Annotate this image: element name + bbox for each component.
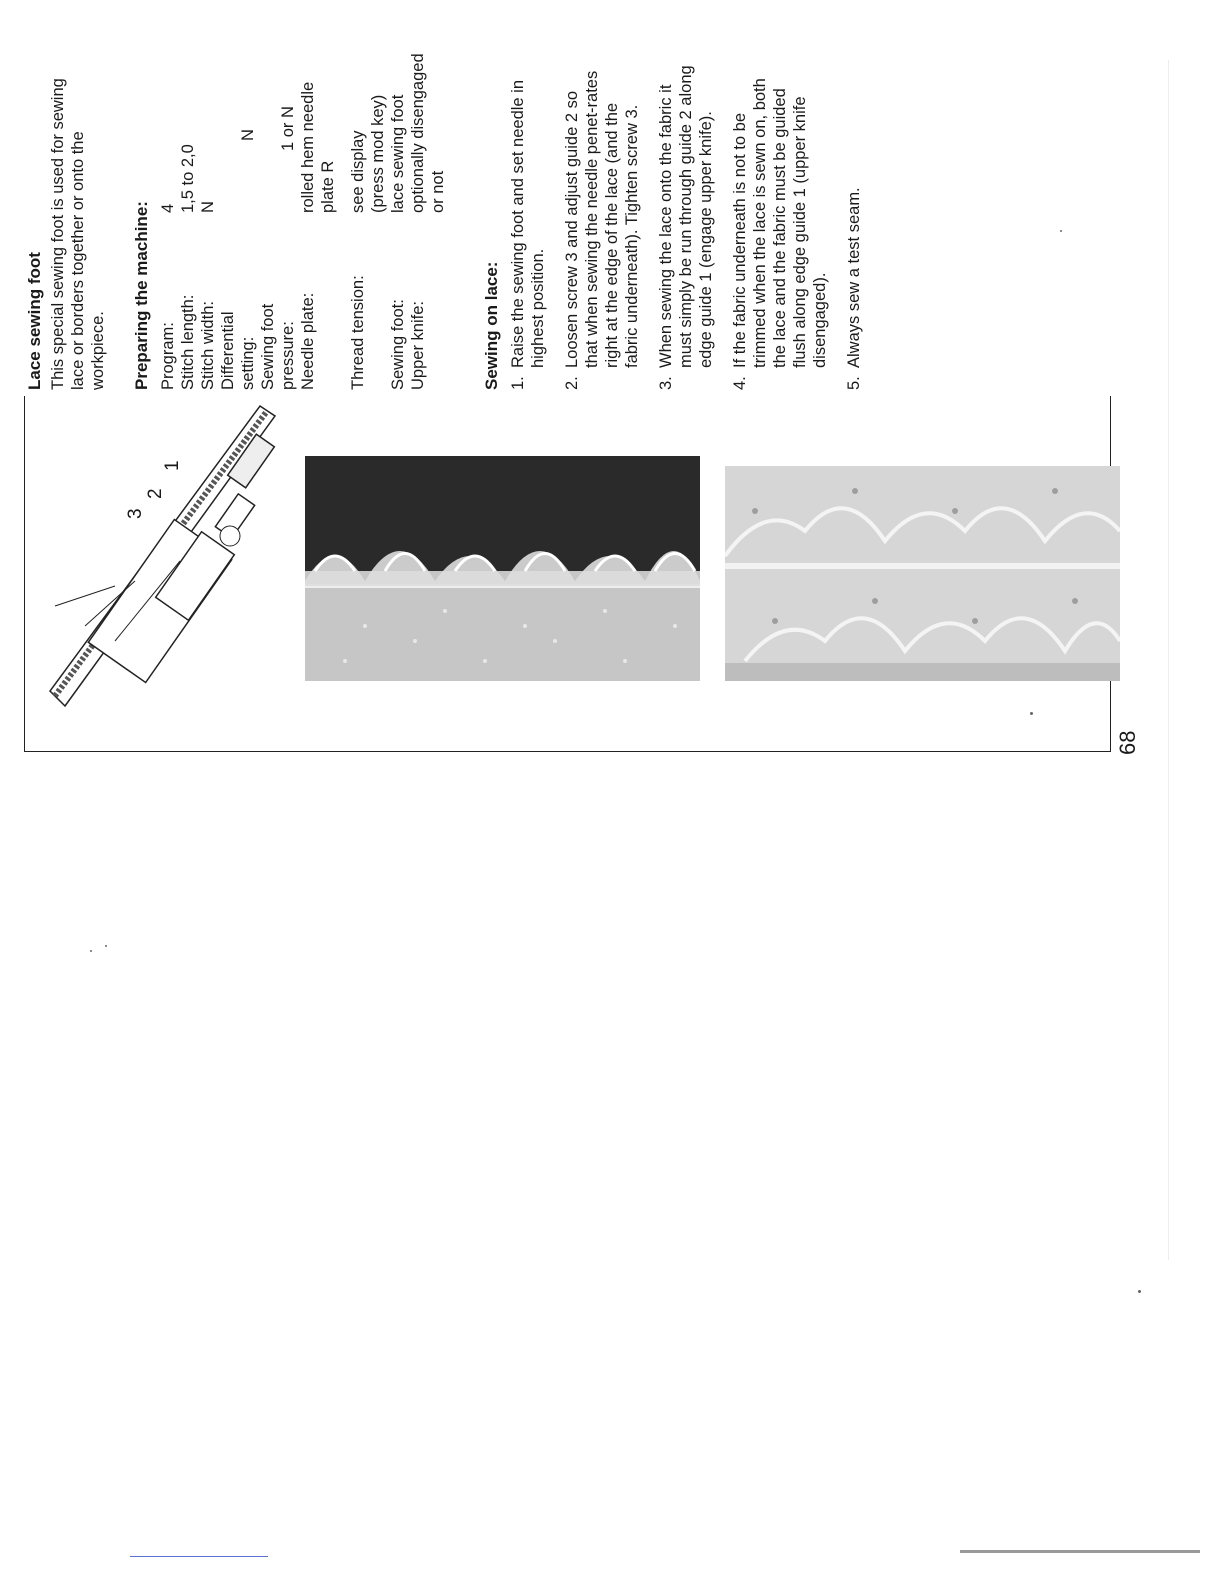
setting-label: Upper knife:	[409, 301, 427, 390]
page-title: Lace sewing foot	[25, 252, 44, 390]
sewing-heading: Sewing on lace:	[482, 261, 501, 390]
settings-row	[258, 53, 278, 390]
label-2: 2	[145, 488, 166, 499]
setting-label	[368, 213, 388, 390]
step-number: 5.	[845, 376, 863, 390]
list-item	[844, 60, 864, 390]
scan-edge	[1168, 60, 1169, 1260]
settings-row	[238, 53, 258, 390]
setting-label: pressure:	[279, 321, 297, 390]
setting-value: plate R	[319, 160, 337, 213]
settings-row	[178, 53, 198, 390]
lace-strips-photo	[725, 466, 1120, 681]
scan-speck	[1138, 1290, 1141, 1293]
settings-row	[428, 53, 448, 390]
settings-row	[388, 53, 408, 390]
setting-label: Stitch width:	[199, 301, 217, 390]
step-text: If the fabric underneath is not to be trimmed when the lace is sewn on, both the lace and the fabric must be guided flush along edge guide 1 (upper knife disengaged).	[731, 78, 829, 368]
settings-row	[198, 53, 218, 390]
step-text: Always sew a test seam.	[845, 187, 863, 368]
lace-foot-illustration	[25, 396, 285, 736]
text-column	[25, 0, 878, 390]
setting-label: Program:	[159, 322, 177, 390]
setting-label: setting:	[239, 336, 257, 390]
label-3: 3	[125, 508, 146, 519]
setting-value: 1 or N	[279, 106, 297, 151]
settings-row	[408, 53, 428, 390]
setting-value: 4	[159, 203, 177, 213]
step-text: Raise the sewing foot and set needle in highest position.	[509, 79, 547, 368]
sewing-steps	[508, 60, 864, 390]
settings-row	[218, 53, 238, 390]
setting-label	[318, 213, 338, 390]
setting-label: Differential	[219, 311, 237, 390]
settings-row	[318, 53, 338, 390]
setting-value: see display	[349, 130, 367, 213]
step-number: 4.	[731, 376, 749, 390]
setting-value: or not	[429, 170, 447, 213]
setting-label: Needle plate:	[299, 292, 317, 390]
step-text: Loosen screw 3 and adjust guide 2 so that when sewing the needle penet-rates right at the edge of the lace (and the fabric underneath). Tighten screw 3.	[563, 70, 641, 368]
preparing-heading: Preparing the machine:	[132, 201, 151, 390]
step-number: 1.	[509, 376, 527, 390]
settings-table	[158, 53, 448, 390]
figure-frame	[24, 396, 1111, 752]
setting-label: Sewing foot:	[389, 299, 407, 390]
lace-on-fabric-photo	[305, 456, 700, 681]
setting-label: Stitch length:	[179, 294, 197, 390]
setting-value: N	[239, 129, 257, 141]
scan-speck	[1030, 712, 1033, 715]
list-item	[656, 60, 716, 390]
list-item	[562, 60, 642, 390]
scan-mark	[130, 1556, 268, 1557]
page-number: 68	[1115, 730, 1140, 755]
setting-value: N	[199, 201, 217, 213]
settings-row	[158, 53, 178, 390]
setting-label	[428, 213, 448, 390]
setting-value: rolled hem needle	[299, 81, 317, 213]
step-text: When sewing the lace onto the fabric it must simply be run through guide 2 along edge guide 1 (engage upper knife).	[657, 65, 715, 368]
scan-speck	[105, 945, 107, 947]
intro-paragraph: This special sewing foot is used for sewing lace or borders together or onto the workpiece.	[49, 78, 107, 390]
label-1: 1	[162, 460, 183, 471]
setting-value	[258, 53, 278, 213]
step-number: 3.	[657, 376, 675, 390]
settings-row	[298, 53, 318, 390]
settings-row	[338, 53, 368, 390]
setting-value: optionally disengaged	[409, 53, 427, 213]
setting-value: (press mod key)	[369, 94, 387, 213]
scan-edge	[960, 1550, 1200, 1553]
setting-value: lace sewing foot	[389, 94, 407, 213]
list-item	[508, 60, 548, 390]
settings-row	[278, 53, 298, 390]
scan-speck	[1060, 230, 1062, 232]
setting-value	[218, 53, 238, 213]
setting-label: Sewing foot	[259, 303, 277, 390]
setting-value: 1,5 to 2,0	[179, 144, 197, 213]
scan-speck	[90, 950, 92, 952]
rotated-content	[0, 0, 1180, 760]
setting-label: Thread tension:	[349, 275, 367, 390]
list-item	[730, 60, 830, 390]
step-number: 2.	[563, 376, 581, 390]
settings-row	[368, 53, 388, 390]
